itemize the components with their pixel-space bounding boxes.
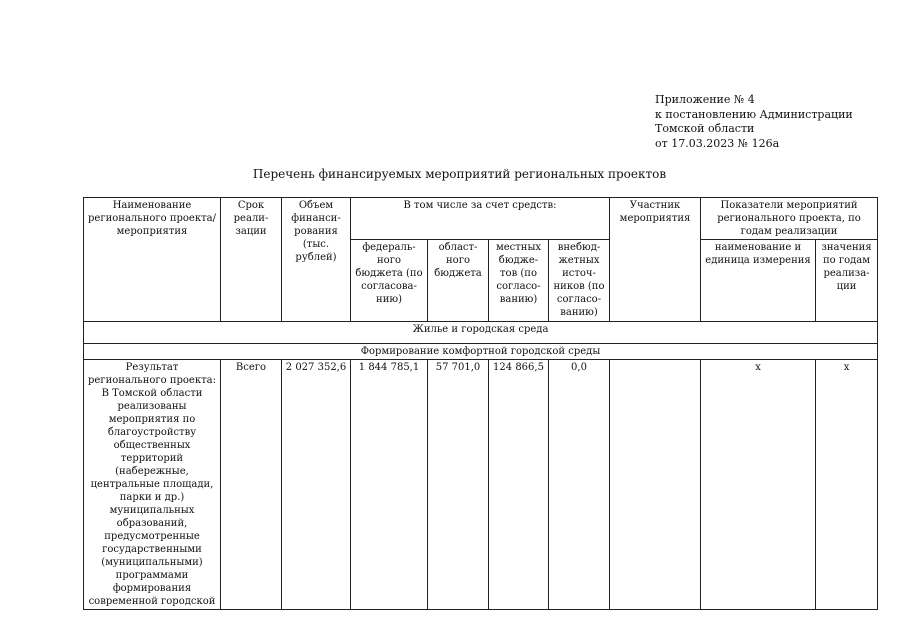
header-name: Наименование регионального проекта/мероприятия — [84, 198, 221, 322]
row-extrabudget: 0,0 — [549, 360, 610, 610]
row-indicator-name: х — [701, 360, 816, 610]
table-row — [84, 360, 878, 610]
section-title-housing: Жилье и городская среда — [84, 322, 878, 344]
section-row-1 — [84, 322, 878, 344]
header-regional: област-ного бюджета — [428, 240, 489, 322]
row-term: Всего — [221, 360, 282, 610]
appendix-line-3: Томской области — [655, 122, 755, 135]
header-federal: федераль-ного бюджета (по согласова-нию) — [351, 240, 428, 322]
appendix-block — [655, 93, 853, 151]
projects-table — [83, 197, 878, 610]
row-indicator-values: х — [816, 360, 878, 610]
document-title: Перечень финансируемых мероприятий региональных проектов — [252, 167, 667, 181]
appendix-line-4: от 17.03.2023 № 126а — [655, 136, 780, 150]
appendix-line-1: Приложение № 4 — [655, 93, 755, 106]
row-local: 124 866,5 — [489, 360, 549, 610]
row-federal: 1 844 785,1 — [351, 360, 428, 610]
row-participant — [610, 360, 701, 610]
header-extrabudget: внебюд-жетных источ-ников (по согласо-ванию) — [549, 240, 610, 322]
header-indicator-values: значения по годам реализа-ции — [816, 240, 878, 322]
row-name: Результат регионального проекта: В Томской области реализованы мероприятия по благоустройству общественных территорий (набережные, центральные площади, парки и др.) муниципальных образований, предусмотренные государственными (муниципальными) программами формирования современной городской — [84, 360, 221, 610]
section-title-comfortable-environment: Формирование комфортной городской среды — [84, 344, 878, 360]
header-participant: Участник мероприятия — [610, 198, 701, 322]
header-indicator-name: наименование и единица измерения — [701, 240, 816, 322]
row-volume: 2 027 352,6 — [282, 360, 351, 610]
header-row-1 — [84, 198, 878, 240]
row-regional: 57 701,0 — [428, 360, 489, 610]
appendix-line-2: к постановлению Администрации — [655, 107, 853, 121]
section-row-2 — [84, 344, 878, 360]
header-local: местных бюдже-тов (по согласо-ванию) — [489, 240, 549, 322]
header-term: Срок реали-зации — [221, 198, 282, 322]
header-including: В том числе за счет средств: — [351, 198, 610, 240]
header-volume: Объем финанси-рования (тыс. рублей) — [282, 198, 351, 322]
header-indicators: Показатели мероприятий регионального проекта, по годам реализации — [701, 198, 878, 240]
